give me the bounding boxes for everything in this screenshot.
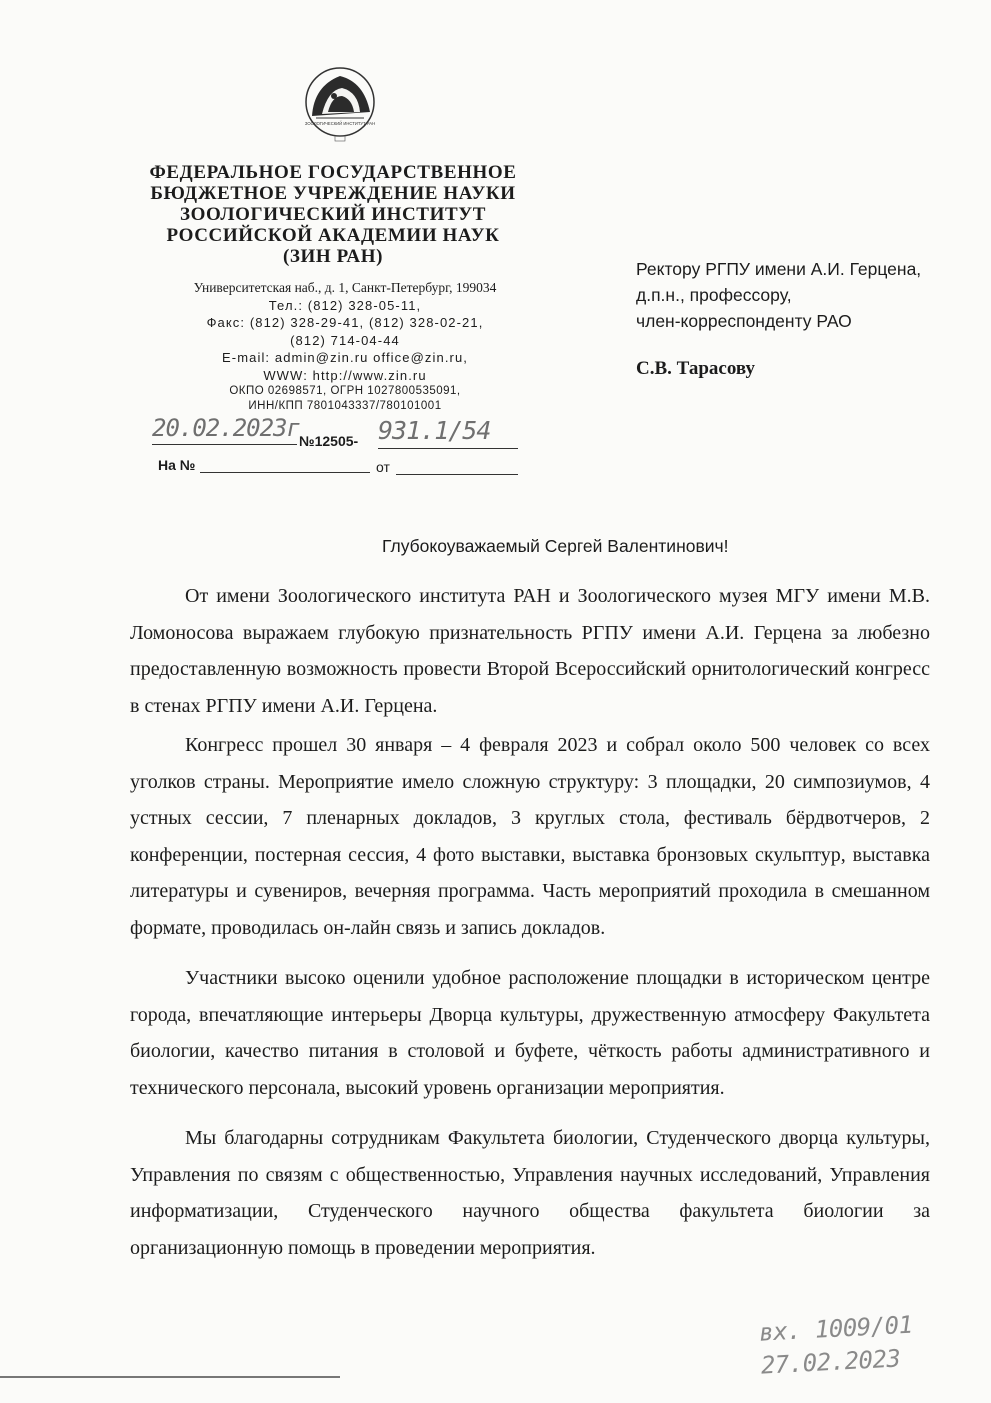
zin-ras-logo xyxy=(302,66,378,146)
greeting: Глубокоуважаемый Сергей Валентинович! xyxy=(382,536,729,556)
org-short-name: (ЗИН РАН) xyxy=(282,246,384,267)
number-underline xyxy=(378,448,518,449)
number-label: №12505- xyxy=(299,433,359,449)
okpo-ogrn: ОКПО 02698571, ОГРН 1027800535091, xyxy=(229,385,461,397)
body-paragraph: Мы благодарны сотрудникам Факультета биологии, Студенческого дворца культуры, Управления по связям с общественностью, Управления научных исследований, Управления информатизации, Студенческого научного общества факультета биологии за организационную помощь в проведении мероприятия. xyxy=(130,1127,930,1259)
body-paragraph: Конгресс прошел 30 января – 4 февраля 2023 и собрал около 500 человек со всех уголков страны. Мероприятие имело сложную структуру: 3 площадки, 20 симпозиумов, 4 устных сессии, 7 пленарных докладов, 3 круглых стола, фестиваль бёрдвотчеров, 2 конференции, постерная сессия, 4 фото выставки, выставка бронзовых скульптур, выставка литературы и сувениров, вечерняя программа. Часть мероприятий проходила в смешанном формате, проводилась он-лайн связь и запись докладов. xyxy=(130,734,930,939)
handwritten-number: 931.1/54 xyxy=(378,416,491,445)
incoming-date: 27.02.2023 xyxy=(760,1344,902,1380)
addressee-name: С.В. Тарасову xyxy=(636,358,755,379)
addressee-block xyxy=(636,256,976,382)
ref-number-underline xyxy=(200,472,370,473)
letter-body xyxy=(130,578,930,1266)
handwritten-date: 20.02.2023г xyxy=(152,414,300,442)
outgoing-number xyxy=(152,414,522,454)
incoming-number: вх. 1009/01 xyxy=(758,1310,914,1347)
website: WWW: http://www.zin.ru xyxy=(263,367,427,383)
addressee-line: д.п.н., профессору, xyxy=(636,285,792,305)
bottom-rule xyxy=(0,1376,340,1378)
body-paragraph: От имени Зоологического института РАН и Зоологического музея МГУ имени М.В. Ломоносова выражаем глубокую признательность РГПУ имени А.И. Герцена за любезно предоставленную возможность провести Второй Всероссийский орнитологический конгресс в стенах РГПУ имени А.И. Герцена. xyxy=(130,585,930,717)
email: E-mail: admin@zin.ru office@zin.ru, xyxy=(222,350,468,365)
postal-address: Университетская наб., д. 1, Санкт-Петербург, 199034 xyxy=(193,280,497,295)
ref-number-label: На № xyxy=(158,457,196,473)
reference-line xyxy=(158,457,520,477)
org-line: ФЕДЕРАЛЬНОЕ ГОСУДАРСТВЕННОЕ xyxy=(149,162,517,183)
fax: Факс: (812) 328-29-41, (812) 328-02-21, xyxy=(206,315,484,330)
organization-name xyxy=(118,162,548,267)
org-line: БЮДЖЕТНОЕ УЧРЕЖДЕНИЕ НАУКИ xyxy=(150,183,516,204)
org-line: РОССИЙСКОЙ АКАДЕМИИ НАУК xyxy=(166,225,500,246)
fax-second: (812) 714-04-44 xyxy=(290,332,400,348)
contact-block xyxy=(150,279,540,414)
inn-kpp: ИНН/КПП 7801043337/780101001 xyxy=(248,400,442,412)
ref-from-label: от xyxy=(376,459,390,475)
ref-date-underline xyxy=(396,474,518,475)
logo-caption: ЗООЛОГИЧЕСКИЙ ИНСТИТУТ РАН xyxy=(304,121,376,126)
addressee-line: член-корреспонденту РАО xyxy=(636,311,852,331)
org-line: ЗООЛОГИЧЕСКИЙ ИНСТИТУТ xyxy=(179,204,487,225)
body-paragraph: Участники высоко оценили удобное расположение площадки в историческом центре города, впечатляющие интерьеры Дворца культуры, дружественную атмосферу Факультета биологии, качество питания в столовой и буфете, чёткость работы административного и технического персонала, высокий уровень организации мероприятия. xyxy=(130,967,930,1099)
addressee-line: Ректору РГПУ имени А.И. Герцена, xyxy=(636,259,922,279)
incoming-registration xyxy=(758,1307,941,1382)
phone: Тел.: (812) 328-05-11, xyxy=(268,297,422,313)
date-underline xyxy=(152,444,297,445)
